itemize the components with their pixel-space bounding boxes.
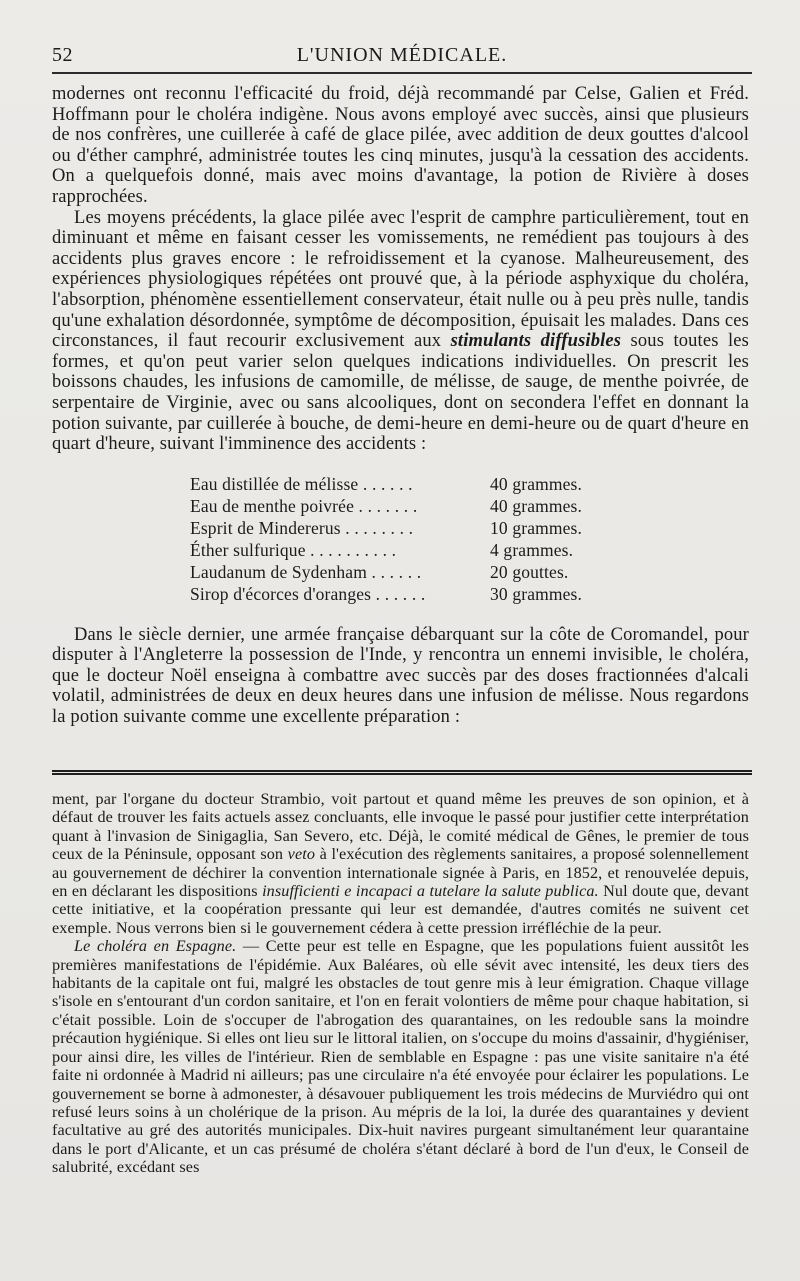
header-rule	[52, 72, 752, 74]
recipe-quantity: 10 grammes.	[490, 517, 583, 538]
recipe-leader-dots: . . . . . . . . . .	[310, 539, 397, 560]
paragraph-1: modernes ont reconnu l'efficacité du froid, déjà recommandé par Celse, Galien et Fréd. Hoffmann pour le choléra indigène. Nous avons employé avec succès, ainsi que plusieurs de nos confrères, une cuillerée à café de glace pilée, avec addition de deux gouttes d'alcool ou d'éther camphré, administrée toutes les cinq minutes, jusqu'à la cessation des accidents. On a quelquefois donné, mais avec moins d'avantage, la potion de Rivière à doses rapprochées.	[52, 84, 749, 207]
recipe-quantity: 20 gouttes.	[490, 561, 569, 582]
footnote-text	[52, 790, 749, 1177]
recipe-ingredient: Sirop d'écorces d'oranges	[190, 583, 372, 604]
paragraph-2-emphasis: stimulants diffusibles	[450, 331, 622, 352]
recipe-row	[190, 561, 749, 583]
page-number: 52	[52, 44, 73, 66]
footnote-text-c: Nul doute que, devant cette initiative, et la coopération pressante qui leur est demandée, d'autres comités ne suivent cet exemple. Nous verrons bien si le gouvernement cédera à cette pression irréfléchie de la peur.	[52, 882, 749, 937]
running-head: L'UNION MÉDICALE.	[296, 44, 508, 66]
italian-quote: insufficienti e incapaci a tutelare la salute publica.	[262, 882, 599, 901]
recipe-leader-dots: . . . . . . . .	[345, 517, 414, 538]
recipe-leader-dots: . . . . . .	[362, 473, 413, 494]
recipe-quantity: 30 grammes.	[490, 583, 583, 604]
recipe-ingredient: Éther sulfurique	[190, 539, 306, 560]
section-title-cholera-spain: Le choléra en Espagne.	[74, 937, 237, 956]
footnote-paragraph-2	[52, 937, 749, 1176]
recipe-ingredient: Eau de menthe poivrée	[190, 495, 354, 516]
recipe-ingredient: Laudanum de Sydenham	[190, 561, 367, 582]
footnote-text-d: Cette peur est telle en Espagne, que les populations fuient aussitôt les premières manifestations de l'épidémie. Aux Baléares, où elle sévit avec intensité, les deux tiers des habitants de la capitale ont fui, malgré les obstacles de tout genre mis à leur émigration. Chaque village s'isole en s'entourant d'un cordon sanitaire, et l'on en ferait volontiers de même pour chaque habitation, si c'était possible. Loin de s'occuper de l'abrogation des quarantaines, on les redouble sans la moindre précaution hygiénique. Si elles ont lieu sur le littoral italien, on s'occupe du moins d'assainir, d'hygiéniser, pour ainsi dire, les villes de l'intérieur. Rien de semblable en Espagne : pas une visite sanitaire n'a été faite ni ordonnée à Madrid ni ailleurs; pas une circulaire n'a été envoyée pour éclairer les populations. Le gouvernement se borne à admonester, à désavouer publiquement les trois médecins de Murviédro qui ont refusé leurs soins à un cholérique de la prison. Au mépris de la loi, la durée des quarantaines y devient facultative au gré des autorités municipales. Dix-huit navires purgeant simultanément leur quarantaine dans le port d'Alicante, et un cas présumé de choléra s'étant déclaré à bord de l'un d'eux, le Conseil de salubrité, excédant ses	[52, 937, 749, 1177]
footnote-text-a: ment, par l'organe du docteur Strambio, voit partout et quand même les preuves de son opinion, et à défaut de trouver les faits actuels assez concluants, elle invoque le passé pour justifier cette interprétation quant à l'invasion de Sinigaglia, San Severo, etc. Déjà, le comité médical de Gênes, le premier de tous ceux de la Péninsule, opposant son	[52, 790, 749, 864]
recipe-leader-dots: . . . . . .	[371, 561, 422, 582]
veto-emphasis: veto	[287, 845, 316, 864]
recipe-quantity: 4 grammes.	[490, 539, 574, 560]
recipe-row	[190, 473, 749, 495]
recipe-row	[190, 583, 749, 605]
em-dash: —	[236, 937, 266, 956]
footnote-paragraph-1	[52, 790, 749, 937]
paragraph-3: Dans le siècle dernier, une armée française débarquant sur la côte de Coromandel, pour disputer à l'Angleterre la possession de l'Inde, y rencontra un ennemi invisible, le choléra, que le docteur Noël enseigna à combattre avec succès par des doses fractionnées d'alcali volatil, administrées de deux en deux heures dans une infusion de mélisse. Nous regardons la potion suivante comme une excellente préparation :	[52, 624, 749, 728]
paragraph-2	[52, 208, 749, 455]
footnote-text-b: à l'exécution des règlements sanitaires, a proposé solennellement au gouvernement de déchirer la convention internationale signée à Paris, en 1852, et renouvelée depuis, en en déclarant les dispositions	[52, 845, 749, 901]
recipe-leader-dots: . . . . . .	[375, 583, 426, 604]
recipe-ingredient: Eau distillée de mélisse	[190, 473, 359, 494]
recipe-row	[190, 495, 749, 517]
recipe-quantity: 40 grammes.	[490, 495, 583, 516]
recipe-ingredient: Esprit de Mindererus	[190, 517, 341, 538]
recipe-leader-dots: . . . . . . .	[358, 495, 418, 516]
recipe-quantity: 40 grammes.	[490, 473, 583, 494]
double-rule-divider	[52, 770, 752, 775]
page-header	[52, 38, 752, 68]
recipe-row	[190, 517, 749, 539]
main-text	[52, 84, 749, 728]
paragraph-2-text-b: sous toutes les formes, et qu'on peut varier selon quelques indications individuelles. On prescrit les boissons chaudes, les infusions de camomille, de mélisse, de sauge, de menthe poivrée, de serpentaire de Virginie, avec ou sans alcooliques, dont on secondera l'effet en donnant la potion suivante, par cuillerée à bouche, de demi-heure en demi-heure ou de quart d'heure en quart d'heure, suivant l'imminence des accidents :	[52, 331, 749, 455]
paragraph-2-text-a: Les moyens précédents, la glace pilée avec l'esprit de camphre particulièrement, tout en diminuant et même en faisant cesser les vomissements, ne remédient pas toujours à des accidents plus graves encore : le refroidissement et la cyanose. Malheureusement, des expériences physiologiques répétées ont prouvé que, à la période asphyxique du choléra, l'absorption, phénomène essentiellement conservateur, était nulle ou à peu près nulle, tandis qu'une exhalation désordonnée, symptôme de décomposition, épuisait les malades. Dans ces circonstances, il faut recourir exclusivement aux	[52, 207, 749, 352]
recipe-list	[52, 473, 749, 605]
recipe-row	[190, 539, 749, 561]
